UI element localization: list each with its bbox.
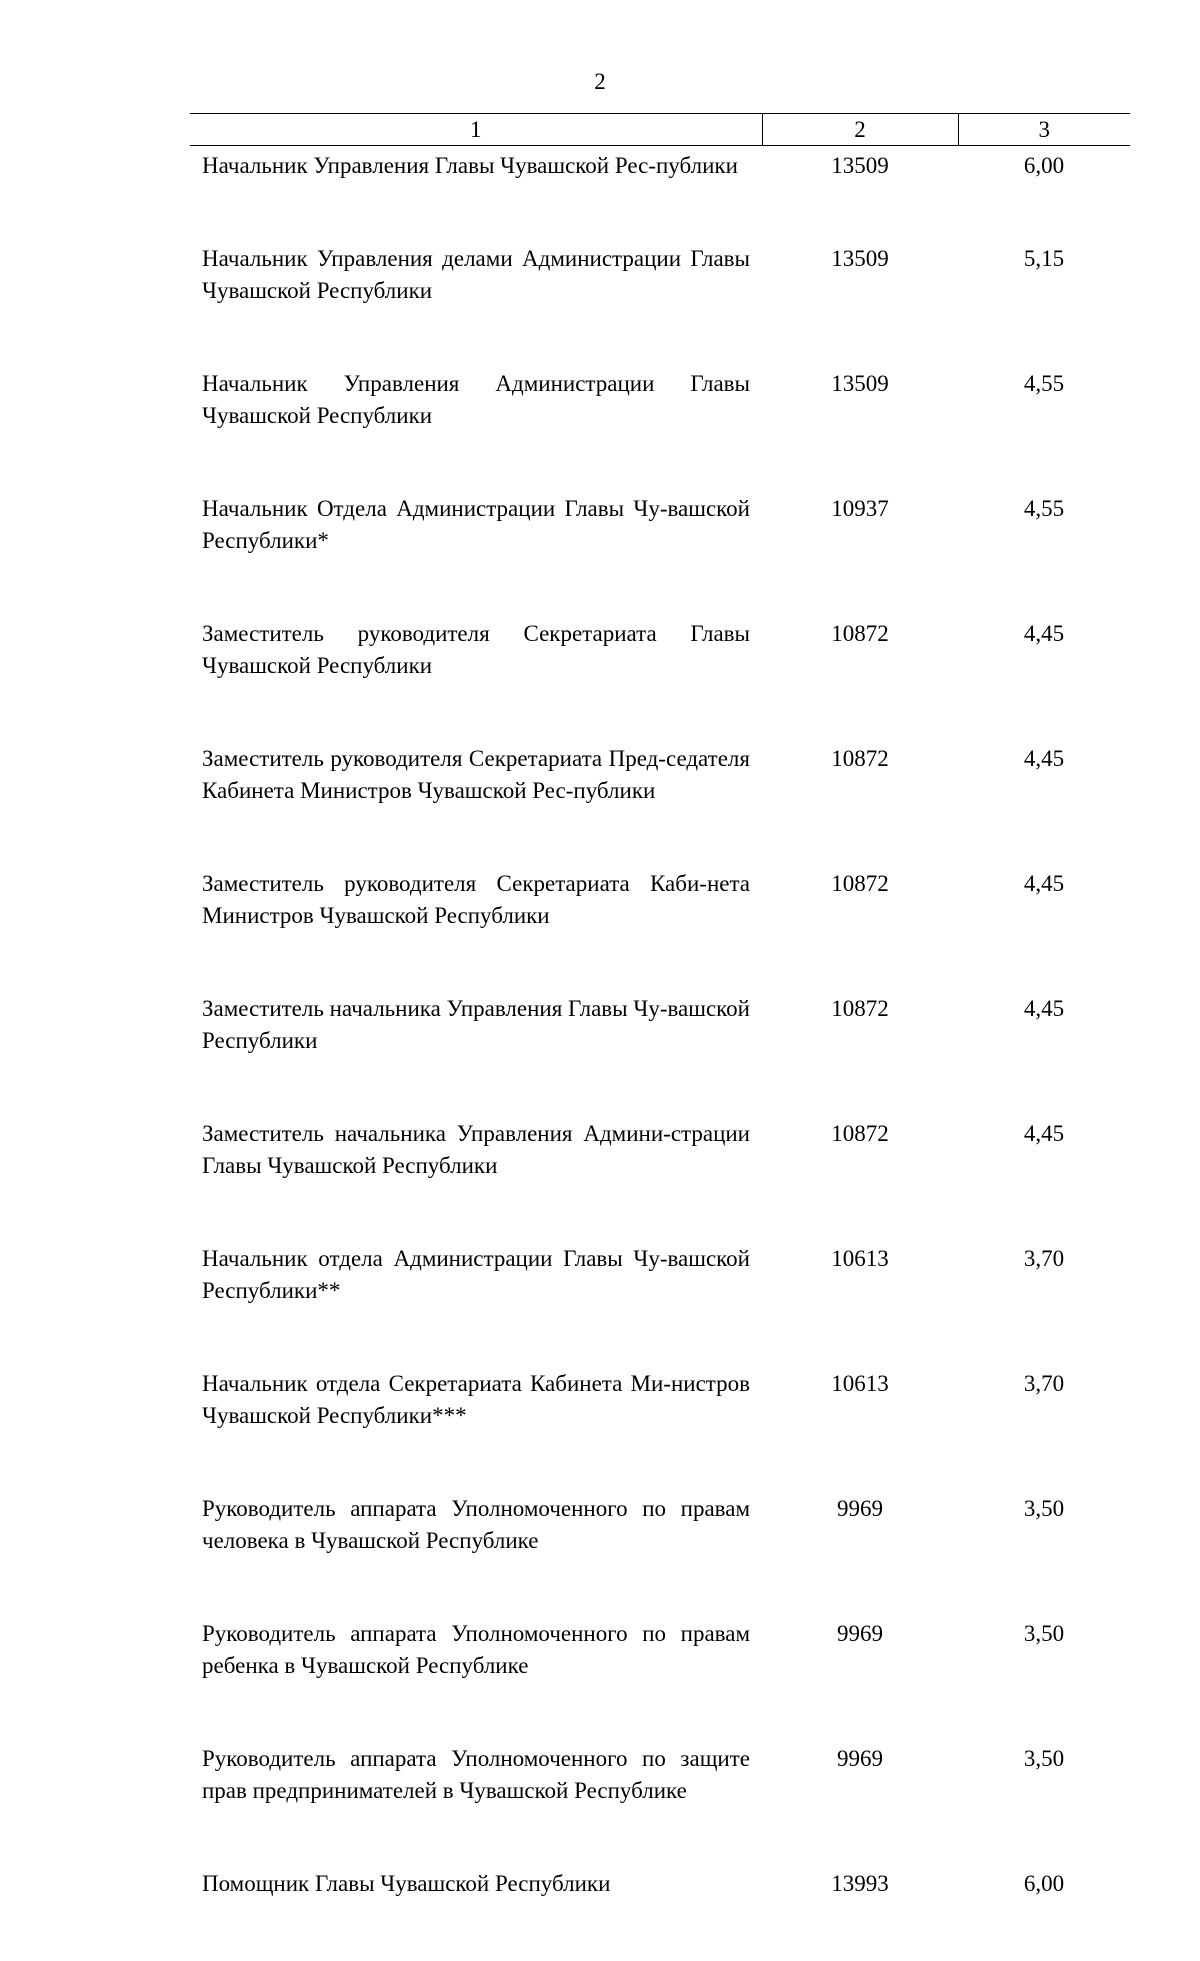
position-coefficient: 4,55	[958, 368, 1130, 493]
table-row	[190, 868, 1130, 993]
position-coefficient: 3,50	[958, 1743, 1130, 1868]
position-name: Руководитель аппарата Уполномоченного по правам человека в Чувашской Республике	[190, 1493, 762, 1618]
table-row	[190, 1118, 1130, 1243]
position-coefficient: 3,70	[958, 1243, 1130, 1368]
position-coefficient: 4,45	[958, 993, 1130, 1118]
table-header	[190, 114, 1130, 146]
position-coefficient: 4,55	[958, 493, 1130, 618]
table-row	[190, 1243, 1130, 1368]
table-row	[190, 1743, 1130, 1868]
header-col-1: 1	[190, 114, 762, 146]
position-code: 10872	[762, 743, 958, 868]
position-coefficient: 4,45	[958, 1118, 1130, 1243]
position-coefficient: 3,50	[958, 1493, 1130, 1618]
position-coefficient: 4,45	[958, 743, 1130, 868]
header-col-3: 3	[958, 114, 1130, 146]
position-name: Заместитель руководителя Секретариата Пред-седателя Кабинета Министров Чувашской Рес-публики	[190, 743, 762, 868]
table-row	[190, 493, 1130, 618]
position-coefficient: 3,50	[958, 1618, 1130, 1743]
table-row	[190, 368, 1130, 493]
position-name: Начальник Управления делами Администрации Главы Чувашской Республики	[190, 243, 762, 368]
position-code: 10872	[762, 868, 958, 993]
page-number: 2	[0, 68, 1200, 96]
table-body	[190, 146, 1130, 1961]
position-name: Заместитель начальника Управления Админи-страции Главы Чувашской Республики	[190, 1118, 762, 1243]
position-coefficient: 4,45	[958, 868, 1130, 993]
position-code: 13509	[762, 146, 958, 244]
position-name: Начальник Отдела Администрации Главы Чу-вашской Республики*	[190, 493, 762, 618]
position-name: Начальник отдела Секретариата Кабинета Ми-нистров Чувашской Республики***	[190, 1368, 762, 1493]
positions-table	[190, 113, 1130, 1961]
position-name: Руководитель аппарата Уполномоченного по защите прав предпринимателей в Чувашской Республике	[190, 1743, 762, 1868]
position-coefficient: 6,00	[958, 146, 1130, 244]
header-row	[190, 114, 1130, 146]
position-name: Начальник отдела Администрации Главы Чу-вашской Республики**	[190, 1243, 762, 1368]
position-code: 10613	[762, 1368, 958, 1493]
position-code: 10872	[762, 618, 958, 743]
position-code: 10613	[762, 1243, 958, 1368]
position-code: 10937	[762, 493, 958, 618]
table-row	[190, 1493, 1130, 1618]
table-row	[190, 743, 1130, 868]
table-row	[190, 1618, 1130, 1743]
position-name: Заместитель руководителя Секретариата Каби-нета Министров Чувашской Республики	[190, 868, 762, 993]
position-code: 10872	[762, 993, 958, 1118]
position-code: 9969	[762, 1493, 958, 1618]
table-row	[190, 146, 1130, 244]
position-coefficient: 4,45	[958, 618, 1130, 743]
position-coefficient: 5,15	[958, 243, 1130, 368]
table-row	[190, 618, 1130, 743]
position-name: Заместитель начальника Управления Главы Чу-вашской Республики	[190, 993, 762, 1118]
table-row	[190, 1868, 1130, 1961]
position-code: 13509	[762, 368, 958, 493]
table-row	[190, 993, 1130, 1118]
position-coefficient: 6,00	[958, 1868, 1130, 1961]
position-code: 13509	[762, 243, 958, 368]
table-row	[190, 1368, 1130, 1493]
position-name: Помощник Главы Чувашской Республики	[190, 1868, 762, 1961]
position-name: Начальник Управления Главы Чувашской Рес-публики	[190, 146, 762, 244]
position-name: Заместитель руководителя Секретариата Главы Чувашской Республики	[190, 618, 762, 743]
position-code: 9969	[762, 1743, 958, 1868]
position-code: 10872	[762, 1118, 958, 1243]
position-name: Руководитель аппарата Уполномоченного по правам ребенка в Чувашской Республике	[190, 1618, 762, 1743]
position-code: 13993	[762, 1868, 958, 1961]
header-col-2: 2	[762, 114, 958, 146]
position-name: Начальник Управления Администрации Главы Чувашской Республики	[190, 368, 762, 493]
table-row	[190, 243, 1130, 368]
position-code: 9969	[762, 1618, 958, 1743]
position-coefficient: 3,70	[958, 1368, 1130, 1493]
